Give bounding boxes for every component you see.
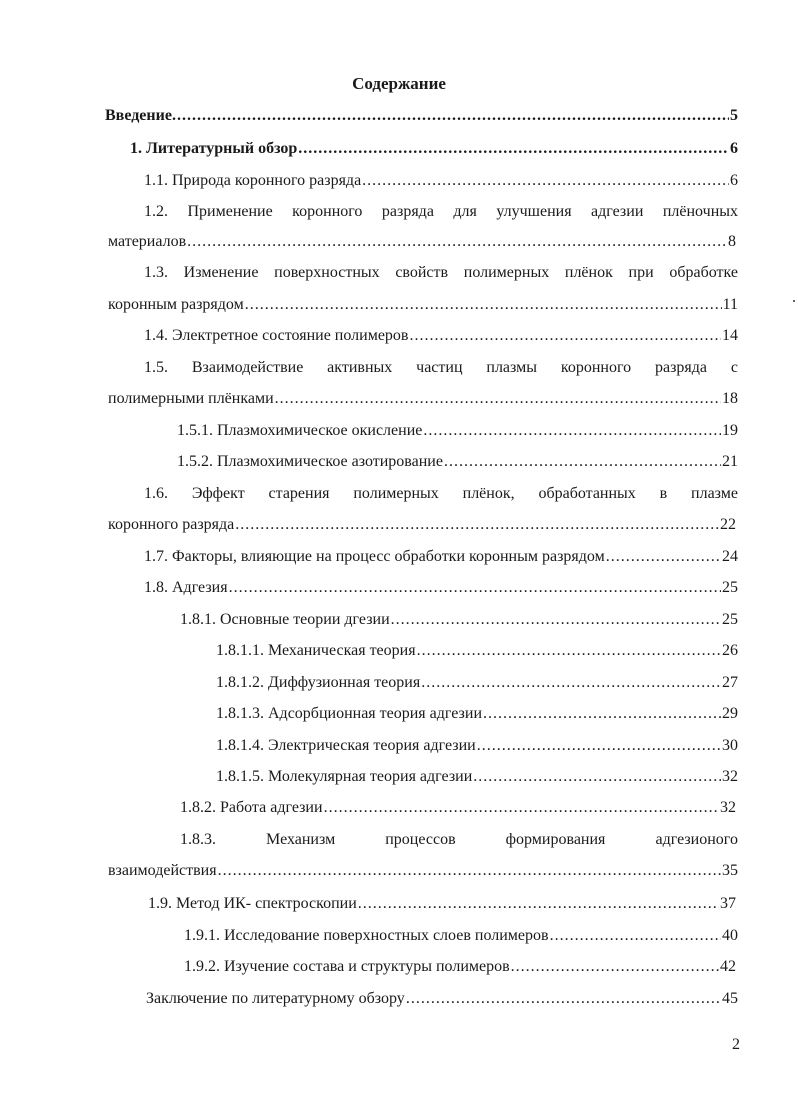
toc-page: 21 bbox=[722, 453, 738, 470]
leader-dots bbox=[324, 797, 719, 819]
leader-dots bbox=[421, 672, 721, 694]
toc-label: 1.7. Факторы, влияющие на процесс обработки коронным разрядом bbox=[144, 548, 605, 565]
leader-dots bbox=[275, 388, 721, 410]
toc-page: 11 bbox=[722, 296, 738, 313]
toc-entry-line1 bbox=[144, 201, 738, 223]
toc-label: 1.5.2. Плазмохимическое азотирование bbox=[177, 453, 443, 470]
toc-page: 5 bbox=[730, 107, 738, 124]
toc-entry[interactable] bbox=[216, 735, 738, 757]
toc-entry[interactable] bbox=[108, 231, 736, 253]
toc-text: 1.3. Изменение поверхностных свойств полимерных плёнок при обработке bbox=[144, 264, 738, 281]
toc-page: 37 bbox=[720, 895, 736, 912]
toc-page: 29 bbox=[722, 705, 738, 722]
toc-entry[interactable] bbox=[105, 105, 738, 127]
toc-entry[interactable] bbox=[177, 451, 738, 473]
leader-dots bbox=[406, 988, 721, 1010]
leader-dots bbox=[550, 925, 721, 947]
toc-entry[interactable] bbox=[216, 766, 738, 788]
toc-entry[interactable] bbox=[216, 703, 738, 725]
toc-label: 1.8.1.3. Адсорбционная теория адгезии bbox=[216, 705, 482, 722]
toc-entry[interactable] bbox=[108, 388, 738, 410]
leader-dots bbox=[187, 231, 727, 253]
toc-label: коронного разряда bbox=[108, 516, 235, 533]
toc-label: 1.8.1. Основные теории дгезии bbox=[180, 611, 390, 628]
page-number: 2 bbox=[732, 1036, 740, 1053]
toc-page: 32 bbox=[722, 768, 738, 785]
toc-word: 1.8.3. bbox=[180, 831, 216, 848]
toc-entry[interactable] bbox=[130, 138, 738, 160]
leader-dots bbox=[473, 766, 721, 788]
toc-page: 42 bbox=[720, 958, 736, 975]
toc-label: 1.8.1.1. Механическая теория bbox=[216, 642, 416, 659]
leader-dots bbox=[177, 105, 729, 127]
toc-page: 22 bbox=[720, 516, 736, 533]
toc-page: 26 bbox=[722, 642, 738, 659]
toc-label: 1.4. Электретное состояние полимеров bbox=[144, 327, 409, 344]
toc-text: 1.2. Применение коронного разряда для улучшения адгезии плёночных bbox=[144, 203, 738, 220]
toc-label: 1.8.1.4. Электрическая теория адгезии bbox=[216, 737, 476, 754]
toc-entry-line1 bbox=[180, 829, 738, 851]
toc-entry[interactable] bbox=[108, 294, 738, 316]
toc-entry-line1 bbox=[144, 357, 738, 379]
leader-dots bbox=[235, 514, 719, 536]
leader-dots bbox=[606, 546, 721, 568]
leader-dots bbox=[298, 138, 729, 160]
leader-dots bbox=[358, 893, 719, 915]
toc-entry[interactable] bbox=[184, 925, 738, 947]
leader-dots bbox=[423, 420, 721, 442]
toc-entry[interactable] bbox=[108, 514, 736, 536]
leader-dots bbox=[477, 735, 721, 757]
toc-page: 30 bbox=[722, 737, 738, 754]
toc-page: 32 bbox=[720, 799, 736, 816]
toc-entry[interactable] bbox=[177, 420, 738, 442]
toc-entry[interactable] bbox=[216, 640, 738, 662]
toc-text: 1.6. Эффект старения полимерных плёнок, обработанных в плазме bbox=[144, 485, 738, 502]
toc-entry[interactable] bbox=[180, 797, 736, 819]
toc-word: адгезионого bbox=[655, 831, 738, 848]
page-title: Содержание bbox=[352, 74, 446, 93]
leader-dots bbox=[444, 451, 721, 473]
toc-page: 6 bbox=[730, 172, 738, 189]
toc-label: 1.9.1. Исследование поверхностных слоев полимеров bbox=[184, 927, 549, 944]
toc-label: полимерными плёнками bbox=[108, 390, 274, 407]
toc-word: Механизм bbox=[266, 831, 336, 848]
toc-label: коронным разрядом bbox=[108, 296, 244, 313]
toc-page: 35 bbox=[722, 862, 738, 879]
leader-dots bbox=[391, 609, 721, 631]
toc-label: Заключение по литературному обзору bbox=[146, 990, 405, 1007]
toc-page: 19 bbox=[722, 422, 738, 439]
toc-entry[interactable] bbox=[146, 988, 738, 1010]
leader-dots bbox=[229, 577, 721, 599]
toc-word: процессов bbox=[385, 831, 456, 848]
toc-entry[interactable] bbox=[108, 860, 738, 882]
toc-page: 14 bbox=[722, 327, 738, 344]
toc-entry[interactable] bbox=[144, 577, 738, 599]
toc-page: 24 bbox=[722, 548, 738, 565]
toc-entry[interactable] bbox=[144, 546, 738, 568]
toc-word: формирования bbox=[505, 831, 606, 848]
toc-page: 6 bbox=[730, 140, 738, 157]
toc-entry[interactable] bbox=[144, 170, 738, 192]
leader-dots bbox=[483, 703, 721, 725]
toc-page: 18 bbox=[722, 390, 738, 407]
toc-entry-line1 bbox=[144, 483, 738, 505]
toc-label: 1.5.1. Плазмохимическое окисление bbox=[177, 422, 423, 439]
toc-label: 1.9.2. Изучение состава и структуры полимеров bbox=[184, 958, 510, 975]
leader-dots bbox=[218, 860, 721, 882]
toc-entry[interactable] bbox=[148, 893, 736, 915]
toc-label: Введение. bbox=[105, 107, 176, 124]
toc-page: 27 bbox=[722, 674, 738, 691]
toc-entry-line1 bbox=[144, 262, 738, 284]
toc-entry[interactable] bbox=[180, 609, 738, 631]
toc-page: 40 bbox=[722, 927, 738, 944]
toc-page: 25 bbox=[722, 579, 738, 596]
toc-label: 1. Литературный обзор bbox=[130, 140, 298, 157]
leader-dots bbox=[245, 294, 722, 316]
toc-entry[interactable] bbox=[216, 672, 738, 694]
leader-dots bbox=[362, 170, 729, 192]
toc-label: 1.8.1.5. Молекулярная теория адгезии bbox=[216, 768, 473, 785]
toc-entry[interactable] bbox=[144, 325, 738, 347]
toc-label: 1.1. Природа коронного разряда bbox=[144, 172, 362, 189]
leader-dots bbox=[417, 640, 721, 662]
toc-page: 8 bbox=[728, 233, 736, 250]
scan-speck bbox=[793, 300, 795, 302]
toc-page: 45 bbox=[722, 990, 738, 1007]
toc-label: 1.8.2. Работа адгезии bbox=[180, 799, 323, 816]
toc-page: 25 bbox=[722, 611, 738, 628]
toc-label: материалов bbox=[108, 233, 187, 250]
leader-dots bbox=[409, 325, 721, 347]
toc-label: 1.9. Метод ИК- спектроскопии bbox=[148, 895, 357, 912]
toc-entry[interactable] bbox=[184, 956, 736, 978]
toc-label: взаимодействия bbox=[108, 862, 217, 879]
leader-dots bbox=[511, 956, 719, 978]
toc-label: 1.8. Адгезия bbox=[144, 579, 228, 596]
toc-text: 1.5. Взаимодействие активных частиц плазмы коронного разряда с bbox=[144, 359, 738, 376]
toc-label: 1.8.1.2. Диффузионная теория bbox=[216, 674, 421, 691]
